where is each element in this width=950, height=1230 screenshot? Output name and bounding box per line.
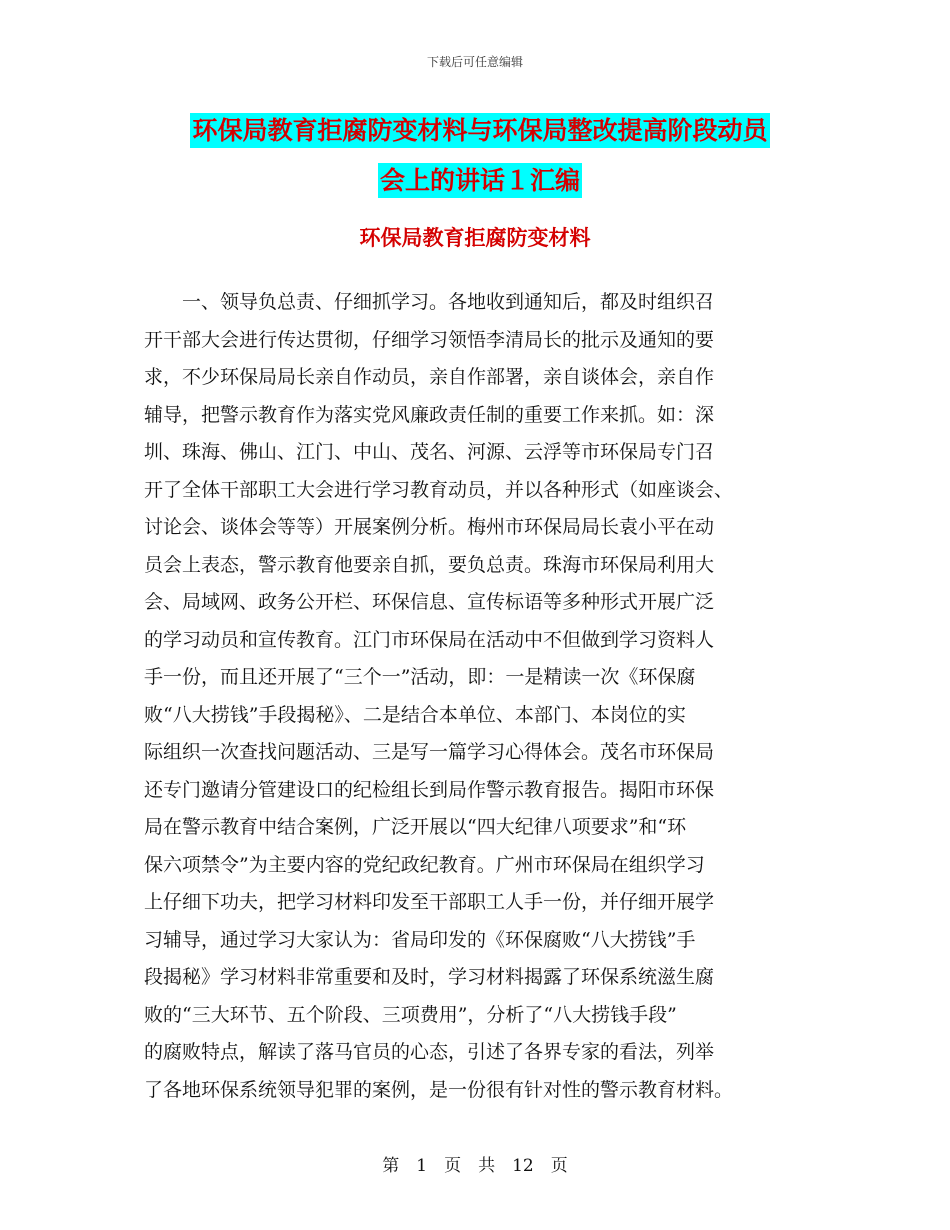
body-paragraph: [144, 284, 794, 1109]
title-highlight-2: 会上的讲话１汇编: [378, 163, 582, 198]
body-line: 开了全体干部职工大会进行学习教育动员，并以各种形式（如座谈会、: [144, 478, 734, 501]
body-line: 辅导，把警示教育作为落实党风廉政责任制的重要工作来抓。如：深: [144, 403, 715, 426]
body-line: 了各地环保系统领导犯罪的案例，是一份很有针对性的警示教育材料。: [144, 1078, 734, 1101]
section-title: 环保局教育拒腐防变材料: [359, 226, 591, 250]
body-line: 员会上表态，警示教育他要亲自抓，要负总责。珠海市环保局利用大: [144, 553, 715, 576]
body-line: 手一份，而且还开展了“三个一”活动，即：一是精读一次《环保腐: [144, 666, 696, 688]
body-line: 段揭秘》学习材料非常重要和及时，学习材料揭露了环保系统滋生腐: [144, 966, 715, 988]
body-line: 讨论会、谈体会等等）开展案例分析。梅州市环保局局长袁小平在动: [144, 516, 715, 538]
body-line: 上仔细下功夫，把学习材料印发至干部职工人手一份，并仔细开展学: [144, 891, 715, 913]
body-line: 开干部大会进行传达贯彻，仔细学习领悟李清局长的批示及通知的要: [144, 328, 715, 351]
document-title: [140, 106, 820, 206]
header-note: 下载后可任意编辑: [426, 55, 523, 69]
body-line: 的学习动员和宣传教育。江门市环保局在活动中不但做到学习资料人: [144, 628, 715, 651]
page-footer: 第 1 页 共 12 页: [382, 1156, 568, 1176]
body-line: 败的“三大环节、五个阶段、三项费用”，分析了“八大捞钱手段”: [144, 1003, 677, 1026]
body-line: 保六项禁令”为主要内容的党纪政纪教育。广州市环保局在组织学习: [144, 853, 705, 876]
body-line: 会、局域网、政务公开栏、环保信息、宣传标语等多种形式开展广泛: [144, 591, 715, 613]
document-title-line-2: [140, 156, 820, 206]
title-highlight-1: 环保局教育拒腐防变材料与环保局整改提高阶段动员: [190, 113, 769, 148]
body-line: 求，不少环保局局长亲自作动员，亲自作部署，亲自谈体会，亲自作: [144, 366, 715, 388]
body-line: 的腐败特点，解读了落马官员的心态，引述了各界专家的看法，列举: [144, 1041, 715, 1063]
document-title-line-1: [140, 106, 820, 156]
body-line: 一、领导负总责、仔细抓学习。各地收到通知后，都及时组织召: [144, 291, 715, 313]
body-line: 圳、珠海、佛山、江门、中山、茂名、河源、云浮等市环保局专门召: [144, 441, 715, 463]
body-line: 败“八大捞钱”手段揭秘》、二是结合本单位、本部门、本岗位的实: [144, 703, 686, 726]
body-line: 局在警示教育中结合案例，广泛开展以“四大纪律八项要求”和“环: [144, 816, 687, 838]
body-line: 还专门邀请分管建设口的纪检组长到局作警示教育报告。揭阳市环保: [144, 778, 715, 801]
body-line: 际组织一次查找问题活动、三是写一篇学习心得体会。茂名市环保局: [144, 741, 715, 763]
body-line: 习辅导，通过学习大家认为：省局印发的《环保腐败“八大捞钱”手: [144, 928, 696, 951]
